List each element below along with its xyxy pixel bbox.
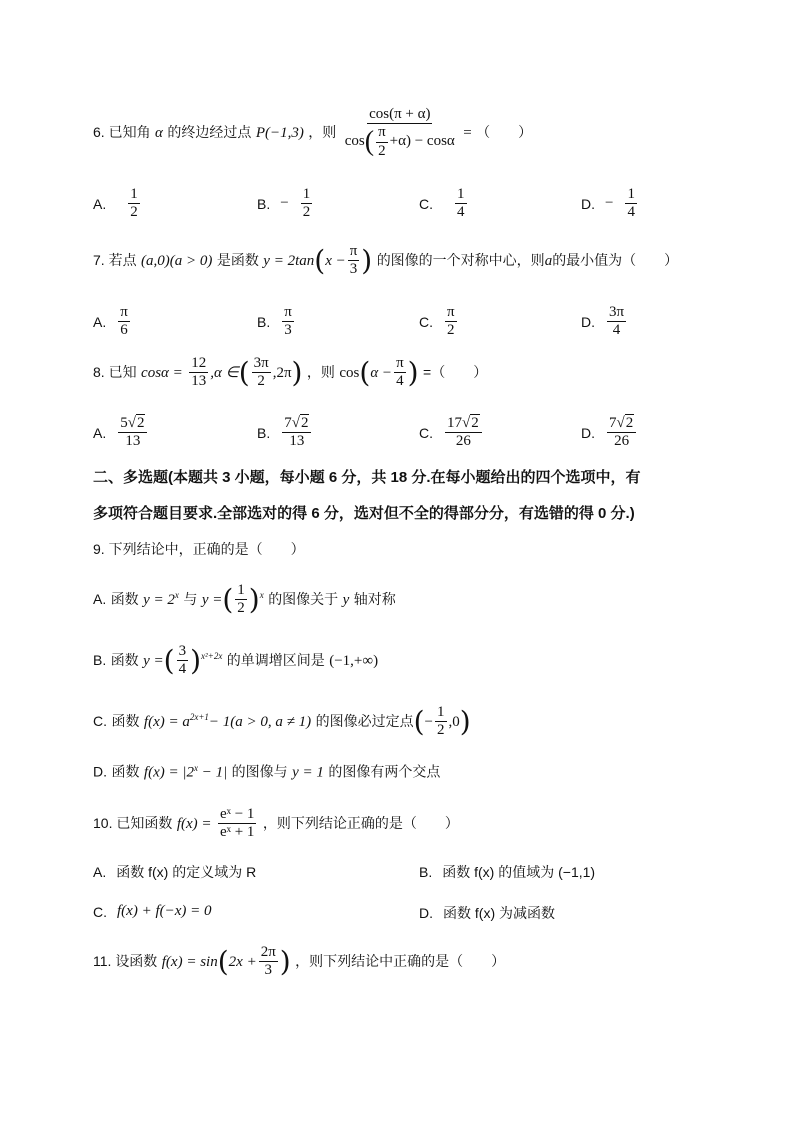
coef: 17 [447,415,462,431]
q9-a-text-4: 轴对称 [353,590,396,607]
q9-b-paren-open: ( [163,643,175,677]
coef: 7 [284,415,292,431]
q11-inner: 2x + [228,953,257,970]
q9-d-rest: − 1| [197,764,228,781]
frac-n: π [118,304,130,322]
question-6 [93,106,734,160]
q7-option-b [257,304,296,340]
option-label: C. [93,712,107,729]
coef: 5 [120,415,128,431]
frac-n: 7√2 [282,415,311,433]
frac-d: 4 [457,204,465,221]
q8-inner: α − [370,364,393,381]
q11-stem-b: ，则下列结论中正确的是（ ） [295,952,506,969]
section-2-line-2: 多项符合题目要求.全部选对的得 6 分，选对但不全的得部分分，有选错的得 0 分.) [93,505,635,522]
option-label: B. [419,864,433,880]
q11-fx: f(x) = sin [161,953,218,970]
frac-n: 7√2 [607,415,636,433]
q6-denominator [343,124,457,160]
q9-c-minus: − [424,713,433,730]
q9-c-paren-open: ( [413,704,425,738]
q9-option-d [93,762,734,784]
q9-a-paren-close: ) [248,582,260,616]
option-label: A. [93,424,107,441]
option-label: A. [93,864,107,880]
q8-fraction-3 [394,355,406,391]
frac-n: 1 [301,186,313,204]
q9-a-exp-1: x [174,590,179,601]
frac-d: 13 [191,373,207,390]
q9-d-text-3: 的图像有两个交点 [328,763,441,780]
frac-n: π [445,304,457,322]
q8-in: ,α ∈ [210,364,239,381]
radicand: 2 [136,415,145,431]
option-label: B. [257,313,271,330]
option-sign: − [605,195,614,212]
q7-point: (a,0)(a > 0) [141,252,213,269]
frac-d: eˣ + 1 [219,824,255,841]
q9-a-text-1: 函数 [110,590,139,607]
frac-d: 13 [289,433,305,450]
q8-paren2-close: ) [407,355,419,389]
option-label: A. [93,313,107,330]
q7-option-c [419,304,459,340]
q7-paren-open: ( [314,243,326,277]
frac-d: 13 [125,433,141,450]
question-11 [93,944,734,980]
option-label: D. [93,763,107,780]
q9-d-func: f(x) = |2 [143,764,194,781]
q7-option-d [581,304,628,340]
radicand: 2 [625,415,634,431]
q8-option-b [257,415,313,451]
option-label: C. [419,424,433,441]
option-label: B. [257,195,271,212]
option-text: 函数 f(x) 的定义域为 R [116,864,257,880]
q9-c-post: ,0 [448,713,460,730]
q7-inner: x − [325,252,346,269]
frac-n: 2π [259,944,278,962]
option-fraction [282,304,294,340]
q6-den-post: +α) − cosα [389,133,455,150]
q8-eq: =（ ） [423,363,488,380]
option-fraction [282,415,311,451]
option-label: B. [93,651,107,668]
option-label: C. [93,903,107,920]
option-fraction [128,186,140,222]
q11-paren-close: ) [279,944,291,978]
q7-stem-c: 的图像的一个对称中心，则 [376,251,545,268]
section-2-heading [93,460,734,532]
frac-d: 2 [447,322,455,339]
frac-n: 1 [235,582,247,600]
q9-a-exp-2: x [259,590,264,601]
q10-fx: f(x) = [176,815,212,832]
radicand: 2 [300,415,309,431]
q8-option-d [581,415,638,451]
option-label: A. [93,590,107,607]
q10-option-b [419,862,595,882]
q6-main-fraction [343,106,457,160]
q9-c-rest: − 1(a > 0, a ≠ 1) [208,713,312,730]
q11-paren-open: ( [217,944,229,978]
frac-n: 1 [128,186,140,204]
option-fraction [607,415,636,451]
q9-b-text-1: 函数 [110,651,139,668]
frac-n: 1 [625,186,637,204]
q9-b-fraction [177,643,189,679]
q9-c-fraction [435,704,447,740]
q7-fraction [348,243,360,279]
frac-d: 4 [396,373,404,390]
frac-n: 3 [177,643,189,661]
coef: 7 [609,415,617,431]
q9-a-func-1: y = 2 [143,591,175,608]
frac-n: 3π [607,304,626,322]
frac-n: 1 [455,186,467,204]
q6-option-b [257,186,314,222]
option-text: f(x) + f(−x) = 0 [117,903,212,919]
option-text: 函数 f(x) 的值域为 (−1,1) [442,864,596,880]
frac-d: 4 [178,661,187,678]
q9-d-exp: x [193,763,198,773]
q9-a-text-2: 与 [183,590,198,607]
q6-den-paren: ( [364,126,375,157]
option-fraction [625,186,637,222]
q8-then: ，则 [306,363,335,380]
frac-d: 3 [284,322,292,339]
q7-var: a [544,252,553,269]
radicand: 2 [471,415,479,431]
q11-fraction [259,944,278,980]
q8-paren-open: ( [238,355,250,389]
frac-d: 4 [612,322,621,339]
q6-option-a [93,186,142,222]
q8-option-a [93,415,149,451]
q9-d-text-1: 函数 [111,763,140,780]
option-label: C. [419,195,433,212]
q6-den-fraction [376,124,388,160]
q6-numerator: cos(π + α) [367,106,432,124]
q9-b-text-2: 的单调增区间是 [226,651,325,668]
frac-d: 6 [120,322,128,339]
frac-d: 2 [257,373,265,390]
q8-fraction-1 [189,355,208,391]
q10-option-a [93,862,256,882]
q6-stem-prefix: 6. 已知角 [93,123,151,140]
q9-c-func: f(x) = a [143,713,190,730]
option-sign: − [280,195,289,212]
frac-d: 2 [437,722,445,739]
frac-n: 5√2 [118,415,147,433]
frac-d: 2 [237,600,245,617]
q11-stem-a: 11. 设函数 [93,952,158,969]
frac-d: 2 [302,204,311,221]
q6-den-frac-d: 2 [378,142,386,159]
option-fraction [445,304,457,340]
option-label: B. [257,424,271,441]
question-10 [93,806,734,842]
q9-b-func: y = [143,652,164,669]
q9-b-exp: x²+2x [201,651,223,662]
q9-a-y: y [342,591,350,608]
q8-stem-a: 8. 已知 [93,363,137,380]
q7-stem-b: 是函数 [216,251,259,268]
q8-option-c [419,415,484,451]
q10-option-d [419,903,555,923]
q8-paren-close: ) [291,355,303,389]
frac-n: eˣ − 1 [218,806,256,824]
q7-stem-d: 的最小值为（ ） [552,251,679,268]
option-fraction [455,186,467,222]
q8-paren2-open: ( [359,355,371,389]
q9-c-text-1: 函数 [111,712,140,729]
q8-fraction-2 [252,355,271,391]
q10-stem-a: 10. 已知函数 [93,814,173,831]
option-text: 函数 f(x) 为减函数 [443,905,555,921]
frac-n: π [282,304,294,322]
frac-n: 17√2 [445,415,482,433]
option-fraction [118,304,130,340]
option-fraction [607,304,626,340]
frac-d: 4 [627,204,635,221]
q9-option-a [93,582,734,618]
q9-c-paren-close: ) [459,704,471,738]
question-9-stem: 9. 下列结论中，正确的是（ ） [93,541,305,557]
q9-d-y: y = 1 [292,764,324,781]
q9-a-text-3: 的图像关于 [268,590,339,607]
q7-paren-close: ) [361,243,373,277]
q9-a-paren-open: ( [222,582,234,616]
option-label: D. [581,313,595,330]
option-label: D. [581,195,595,212]
q7-option-a [93,304,132,340]
q7-func: y = 2tan [263,252,315,269]
q9-c-exp: 2x+1 [189,712,209,723]
q9-c-text-2: 的图像必过定点 [315,712,414,729]
q9-option-c [93,704,734,740]
option-fraction [445,415,482,451]
q6-option-d [581,186,639,222]
q8-cos2: cos [339,364,360,381]
frac-d: 26 [614,433,630,450]
option-fraction [301,186,313,222]
q9-option-b [93,643,734,679]
q6-stem-mid: 的终边经过点 [167,123,252,140]
frac-d: 26 [455,433,471,450]
q10-fraction [218,806,256,842]
q10-option-c [93,903,212,920]
frac-n: 1 [435,704,447,722]
q6-den-pre: cos [344,133,365,150]
question-8 [93,355,734,391]
q6-alpha: α [155,124,163,141]
q9-b-paren-close: ) [190,643,202,677]
frac-n: 12 [189,355,208,373]
frac-d: 3 [264,962,272,979]
q9-b-interval: (−1,+∞) [329,652,379,669]
frac-n: π [348,243,360,261]
option-label: C. [419,313,433,330]
option-fraction [118,415,147,451]
question-7 [93,243,734,279]
option-label: A. [93,195,107,212]
q8-cos: cosα = [141,364,183,381]
frac-n: 3π [252,355,271,373]
q10-stem-b: ，则下列结论正确的是（ ） [262,814,459,831]
q6-den-frac-n: π [376,124,388,142]
q9-a-fraction [235,582,247,618]
q6-answer-paren: （ ） [476,123,533,140]
q9-d-text-2: 的图像与 [231,763,288,780]
q6-point: P(−1,3) [255,124,304,141]
section-2-line-1: 二、多选题(本题共 3 小题，每小题 6 分，共 18 分.在每小题给出的四个选项中，有 [93,469,641,486]
option-label: D. [419,905,433,921]
frac-d: 2 [130,204,138,221]
frac-d: 3 [349,261,358,278]
q6-equals: = [463,124,472,141]
frac-n: π [394,355,406,373]
q6-then: ，则 [308,123,337,140]
option-label: D. [581,424,595,441]
q6-option-c [419,186,469,222]
q8-tail: ,2π [272,364,292,381]
q7-stem-a: 7. 若点 [93,251,137,268]
q9-a-func-2: y = [201,591,223,608]
